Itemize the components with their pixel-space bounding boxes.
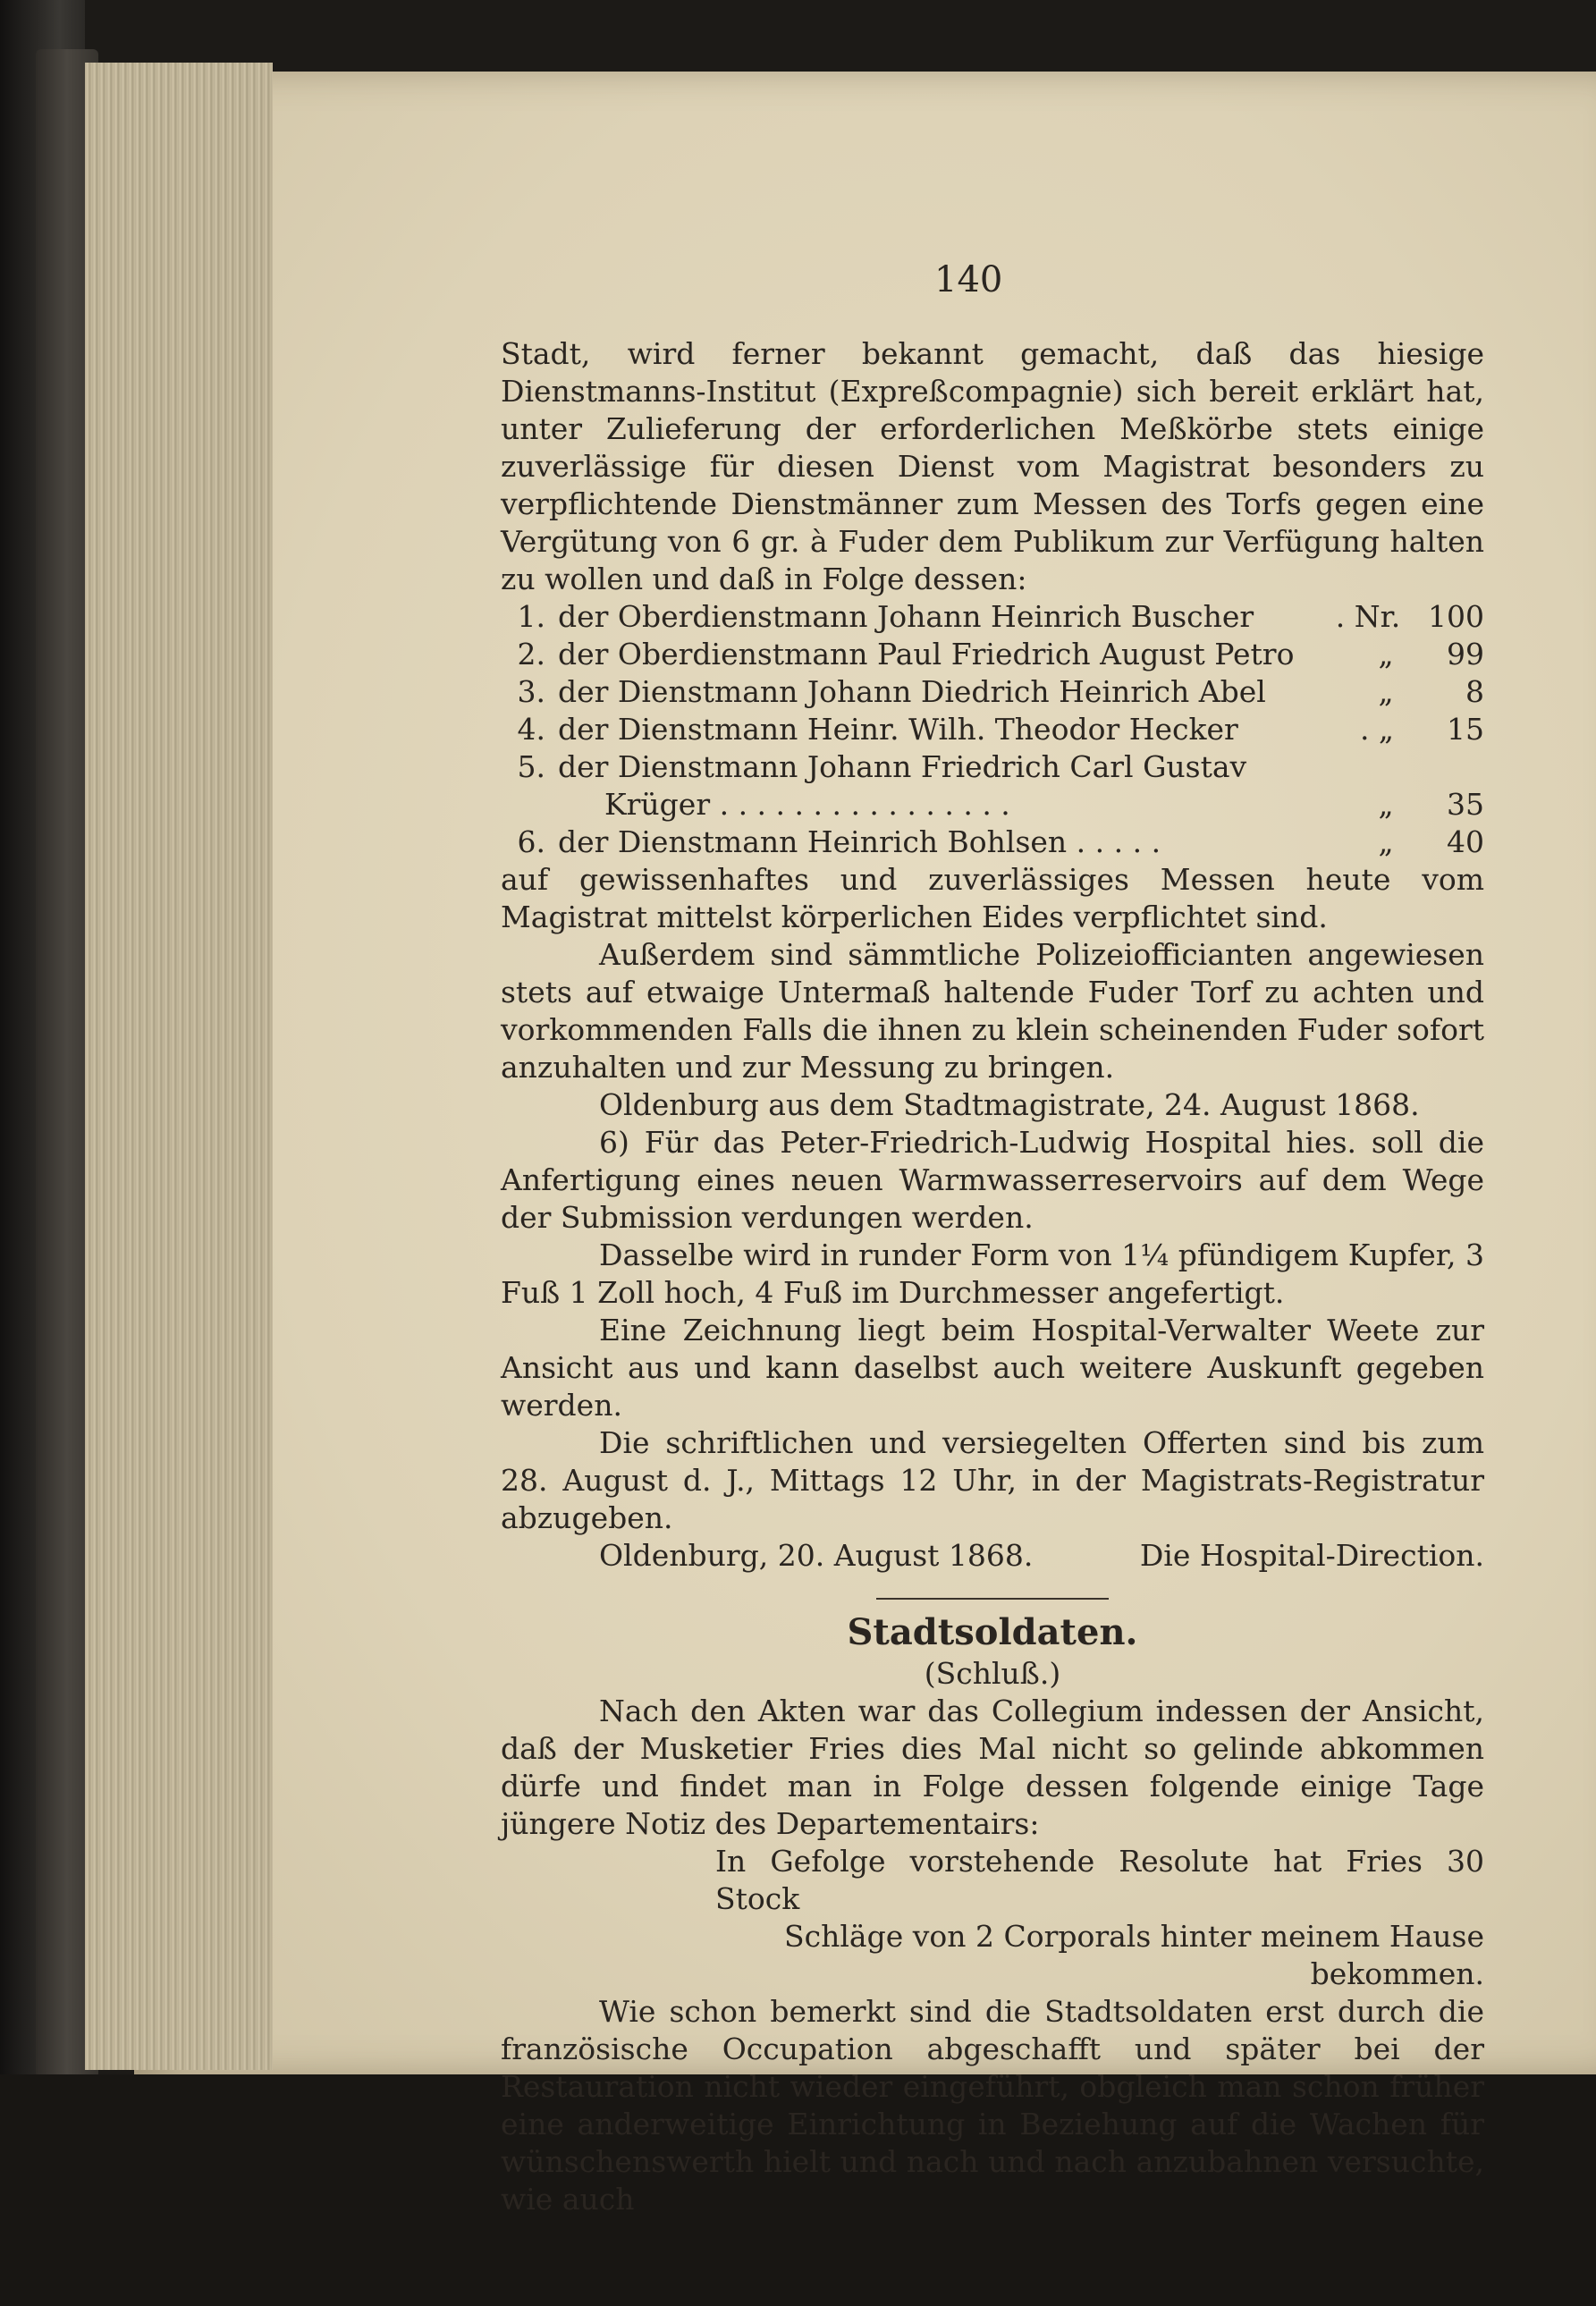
quote-line: Schläge von 2 Corporals hinter meinem Hause bekommen.: [784, 1919, 1484, 1991]
quote-block: [501, 1843, 1484, 1993]
list-item: Krüger . . . . . . . . . . . . . . . . „ 35: [604, 787, 1484, 822]
paragraph-final: Wie schon bemerkt sind die Stadtsoldaten erst durch die französische Occupation abgeschafft und später bei der Restauration nicht wieder eingeführt, obgleich man schon früher eine anderweitige Einrichtung in Beziehung auf die Wachen für wünschenswerth hielt und nach und nach anzubahnen versuchte, wie auch: [501, 1994, 1484, 2217]
list-item: 4. der Dienstmann Heinr. Wilh. Theodor Hecker . „ 15: [517, 712, 1484, 747]
page-stack-edge: [85, 63, 273, 2070]
paragraph-copper: Dasselbe wird in runder Form von 1¼ pfündigem Kupfer, 3 Fuß 1 Zoll hoch, 4 Fuß im Durchmesser angefertigt.: [501, 1237, 1484, 1310]
section-subtitle: (Schluß.): [924, 1656, 1061, 1691]
paragraph-hospital: 6) Für das Peter-Friedrich-Ludwig Hospital hies. soll die Anfertigung eines neuen Warmwasserreservoirs auf dem Wege der Submission verdungen werden.: [501, 1125, 1484, 1235]
page-text: [501, 335, 1484, 2218]
list-item: 2. der Oberdienstmann Paul Friedrich August Petro „ 99: [517, 637, 1484, 672]
signature-place-date: Oldenburg, 20. August 1868.: [599, 1538, 1034, 1573]
paragraph-intro: Stadt, wird ferner bekannt gemacht, daß das hiesige Dienstmanns-Institut (Expreßcompagnie) sich bereit erklärt hat, unter Zulieferung der erforderlichen Meßkörbe stets einige zuverlässige für diesen Dienst vom Magistrat besonders zu verpflichtende Dienstmänner zum Messen des Torfs gegen eine Vergütung von 6 gr. à Fuder dem Publikum zur Verfügung halten zu wollen und daß in Folge dessen:: [501, 336, 1484, 596]
dienstmann-list: [501, 598, 1484, 861]
paragraph-offers: Die schriftlichen und versiegelten Offerten sind bis zum 28. August d. J., Mittags 12 Uhr, in der Magistrats-Registratur abzugeben.: [501, 1425, 1484, 1535]
signature-magistrate: Oldenburg aus dem Stadtmagistrate, 24. August 1868.: [599, 1087, 1420, 1122]
section-title: Stadtsoldaten.: [847, 1611, 1138, 1653]
paragraph-after-list: auf gewissenhaftes und zuverlässiges Messen heute vom Magistrat mittelst körperlichen Eides verpflichtet sind.: [501, 862, 1484, 934]
list-item: 1. der Oberdienstmann Johann Heinrich Buscher . Nr. 100: [517, 599, 1484, 634]
signature-issuer: Die Hospital-Direction.: [1139, 1538, 1484, 1573]
page-number: 140: [934, 259, 1003, 300]
list-item: 3. der Dienstmann Johann Diedrich Heinrich Abel „ 8: [517, 674, 1484, 709]
quote-line: In Gefolge vorstehende Resolute hat Fries 30 Stock: [715, 1844, 1484, 1916]
list-item: 6. der Dienstmann Heinrich Bohlsen . . . . . „ 40: [517, 824, 1484, 859]
paragraph-police: Außerdem sind sämmtliche Polizeiofficianten angewiesen stets auf etwaige Untermaß haltende Fuder Torf zu achten und vorkommenden Falls die ihnen zu klein scheinenden Fuder sofort anzuhalten und zur Messung zu bringen.: [501, 937, 1484, 1085]
paragraph-akten: Nach den Akten war das Collegium indessen der Ansicht, daß der Musketier Fries dies Mal nicht so gelinde abkommen dürfe und findet man in Folge dessen folgende einige Tage jüngere Notiz des Departementairs:: [501, 1694, 1484, 1841]
section-divider: [876, 1598, 1109, 1600]
list-item: 5. der Dienstmann Johann Friedrich Carl Gustav: [517, 749, 1247, 784]
signature-hospital: [501, 1537, 1484, 1575]
paragraph-drawing: Eine Zeichnung liegt beim Hospital-Verwalter Weete zur Ansicht aus und kann daselbst auch weitere Auskunft gegeben werden.: [501, 1313, 1484, 1423]
